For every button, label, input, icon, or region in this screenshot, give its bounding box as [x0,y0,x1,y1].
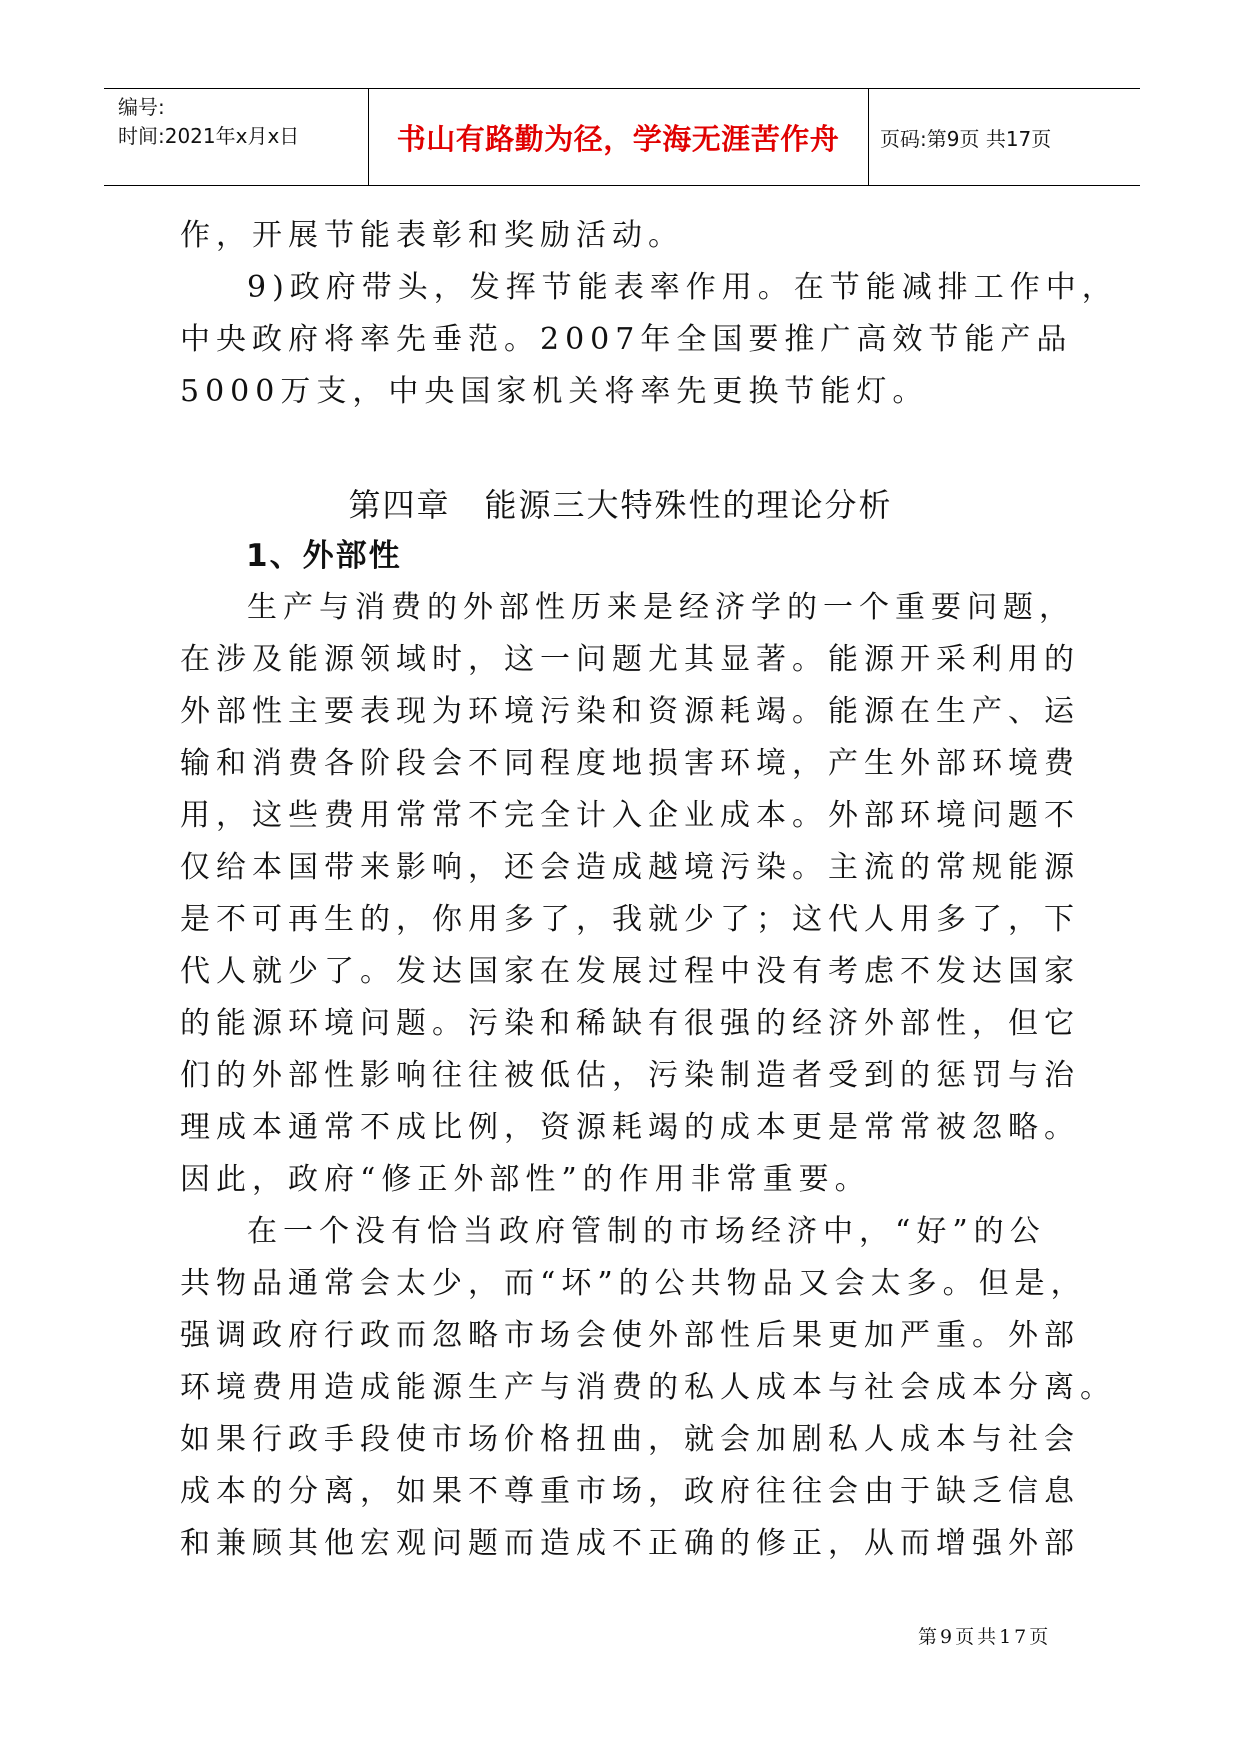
text-line: 用，这些费用常常不完全计入企业成本。外部环境问题不 [180,798,1080,833]
text-line: 代人就少了。发达国家在发展过程中没有考虑不发达国家 [180,954,1080,989]
page-header [104,88,1140,186]
text-line: 生产与消费的外部性历来是经济学的一个重要问题， [247,590,1075,625]
text-line: 输和消费各阶段会不同程度地损害环境，产生外部环境费 [180,746,1080,781]
main-text [180,582,1140,1570]
document-time: 时间:2021年x月x日 [118,124,300,148]
text-line: 5000万支，中央国家机关将率先更换节能灯。 [180,374,929,409]
text-line: 和兼顾其他宏观问题而造成不正确的修正，从而增强外部 [180,1526,1080,1561]
text-line: 因此，政府“修正外部性”的作用非常重要。 [180,1162,871,1197]
text-line: 如果行政手段使市场价格扭曲，就会加剧私人成本与社会 [180,1422,1080,1457]
text-line: 仅给本国带来影响，还会造成越境污染。主流的常规能源 [180,850,1080,885]
text-line: 共物品通常会太少，而“坏”的公共物品又会太多。但是， [180,1266,1087,1301]
document-number-label: 编号: [118,95,165,119]
text-line: 成本的分离，如果不尊重市场，政府往往会由于缺乏信息 [180,1474,1080,1509]
text-line: 作，开展节能表彰和奖励活动。 [180,218,684,253]
text-line: 是不可再生的，你用多了，我就少了；这代人用多了，下 [180,902,1080,937]
header-divider-right [868,89,869,185]
header-meta [118,93,364,151]
page-footer: 第9页共17页 [918,1626,1052,1648]
chapter-title: 第四章 能源三大特殊性的理论分析 [348,486,893,524]
header-page-info: 页码:第9页 共17页 [880,126,1052,151]
text-line: 的能源环境问题。污染和稀缺有很强的经济外部性，但它 [180,1006,1080,1041]
section-title: 1、外部性 [246,538,402,574]
text-line: 9)政府带头，发挥节能表率作用。在节能减排工作中， [247,270,1118,305]
header-motto: 书山有路勤为径，学海无涯苦作舟 [396,121,840,156]
text-line: 中央政府将率先垂范。2007年全国要推广高效节能产品 [180,322,1073,357]
text-line: 环境费用造成能源生产与消费的私人成本与社会成本分离。 [180,1370,1116,1405]
text-line: 强调政府行政而忽略市场会使外部性后果更加严重。外部 [180,1318,1080,1353]
intro-text [180,210,1118,418]
text-line: 在涉及能源领域时，这一问题尤其显著。能源开采利用的 [180,642,1080,677]
text-line: 外部性主要表现为环境污染和资源耗竭。能源在生产、运 [180,694,1080,729]
text-line: 理成本通常不成比例，资源耗竭的成本更是常常被忽略。 [180,1110,1080,1145]
text-line: 们的外部性影响往往被低估，污染制造者受到的惩罚与治 [180,1058,1080,1093]
text-line: 在一个没有恰当政府管制的市场经济中，“好”的公 [247,1214,1046,1249]
